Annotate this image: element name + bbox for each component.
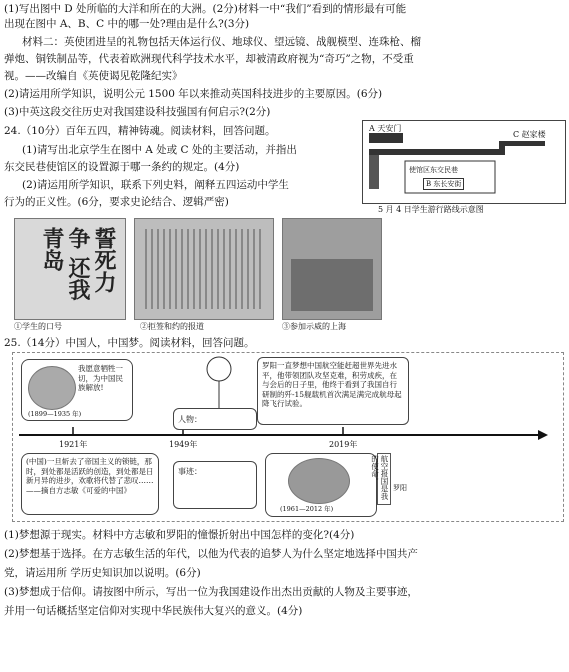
q25-item3a: (3)梦想成于信仰。请按图中所示，写出一位为我国建设作出杰出贡献的人物及主要事迹，	[4, 586, 418, 598]
route-map-caption: 5 月 4 日学生游行路线示意图	[378, 205, 484, 214]
q24-item1b: 东交民巷使馆区的设置源于哪一条约的规定。(4分)	[4, 161, 240, 173]
luo-motto: 航空报国是我的使命。	[377, 453, 391, 505]
route-map	[362, 120, 566, 204]
person-label: 人物：	[178, 415, 202, 424]
q25-item2a: (2)梦想基于选择。在方志敏生活的年代，以他为代表的追梦人为什么坚定地选择中国共产	[4, 548, 418, 560]
china-quote-text: (中国)一旦斩去了帝国主义的锁链，那时，到处都是活跃的创造，到处都是日新月异的进步，欢歌将代替了悲叹……——摘自方志敏《可爱的中国》	[26, 457, 154, 495]
q25-item3b: 并用一句话概括坚定信仰对实现中华民族伟大复兴的意义。(4分)	[4, 605, 303, 617]
q25-heading: 25.（14分）中国人，中国梦。阅读材料，回答问题。	[4, 337, 255, 349]
q24-item2b: 行为的正义性。(6分，要求史论结合、逻辑严密)	[4, 196, 229, 208]
newspaper-columns	[145, 229, 263, 309]
route-east-road	[505, 141, 545, 146]
material2-line3: 视。——改编自《英使谒见乾隆纪实》	[4, 70, 183, 82]
fang-portrait	[28, 366, 76, 410]
shanghai-demonstration-photo	[282, 218, 382, 320]
luo-story-card	[257, 357, 409, 425]
map-label-a: A 天安门	[369, 124, 402, 133]
route-chang-an-street	[369, 149, 499, 155]
q24-heading: 24.（10分）百年五四，精神铸魂。阅读材料，回答问题。	[4, 125, 276, 137]
q23-item1: (1)写出图中 D 处所临的大洋和所在的大洲。(2分)材料一中“我们”看到的情形最有可能	[4, 3, 407, 15]
newspaper-report-image	[134, 218, 274, 320]
photo-caption-1: ①学生的口号	[14, 322, 62, 331]
year-1921: 1921年	[59, 440, 88, 449]
luo-portrait	[288, 458, 350, 504]
tiananmen-block	[369, 133, 403, 143]
q24-item1a: (1)请写出北京学生在图中 A 处或 C 处的主要活动，并指出	[22, 144, 297, 156]
china-quote-card	[21, 453, 159, 515]
slogan-poster-image	[14, 218, 126, 320]
luo-portrait-card	[265, 453, 377, 517]
luo-story-text: 罗阳一直梦想中国航空能赶超世界先进水平，他带领团队攻坚克难，积劳成疾，在与会后的日子里，他终于看到了我国自行研制的歼-15舰载机首次满足满完成航母起降飞行试验。	[262, 361, 402, 408]
deed-label: 事迹：	[178, 467, 202, 476]
map-label-b: B 东长安街	[423, 178, 464, 190]
bubble-circle	[207, 357, 231, 381]
q23-item2: (2)请运用所学知识，说明公元 1500 年以来推动英国科技进步的主要原因。(6分)	[4, 88, 383, 100]
map-label-c: C 赵家楼	[513, 130, 546, 139]
q25-item2b: 党，请运用所 学历史知识加以说明。(6分)	[4, 567, 201, 579]
q23-item1-cont: 出现在图中 A、B、C 中的哪一处?理由是什么?(3分)	[4, 18, 250, 30]
dream-diagram	[12, 352, 564, 522]
slogan-poster-text: 誓死力争 还我青岛	[39, 227, 117, 301]
fang-quote: 我愿意牺牲一切，为中国民族解放!	[78, 364, 123, 392]
year-1949: 1949年	[169, 440, 198, 449]
photo-caption-2: ②拒签和约的报道	[140, 322, 204, 331]
material2-line1: 材料二：英使团进呈的礼物包括天体运行仪、地球仪、望远镜、战舰模型、连珠枪、榴	[22, 36, 421, 48]
fang-dates: (1899—1935 年)	[28, 410, 82, 418]
luo-dates: (1961—2012 年)	[280, 505, 334, 513]
deed-box	[173, 461, 257, 509]
person-box	[173, 408, 257, 430]
q24-item2a: (2)请运用所学知识，联系下列史料，阐释五四运动中学生	[22, 179, 289, 191]
fang-card	[21, 359, 133, 421]
crowd-shape	[291, 259, 373, 311]
material2-line2: 弹炮、铜铁制品等，代表着欧洲现代科学技术水平，却被清政府视为“奇巧”之物，不受重	[4, 53, 414, 65]
q25-item1: (1)梦想源于现实。材料中方志敏和罗阳的憧憬折射出中国怎样的变化?(4分)	[4, 529, 355, 541]
route-north-road	[499, 141, 505, 155]
photo-caption-3: ③参加示威的上海	[282, 322, 346, 331]
map-label-embassy: 使馆区东交民巷	[409, 166, 458, 174]
timeline-arrowhead	[538, 430, 548, 440]
route-west-road	[369, 151, 379, 189]
year-2019: 2019年	[329, 440, 358, 449]
luo-name: 罗阳	[393, 484, 407, 492]
q23-item3: (3)中英这段交往历史对我国建设科技强国有何启示?(2分)	[4, 106, 271, 118]
